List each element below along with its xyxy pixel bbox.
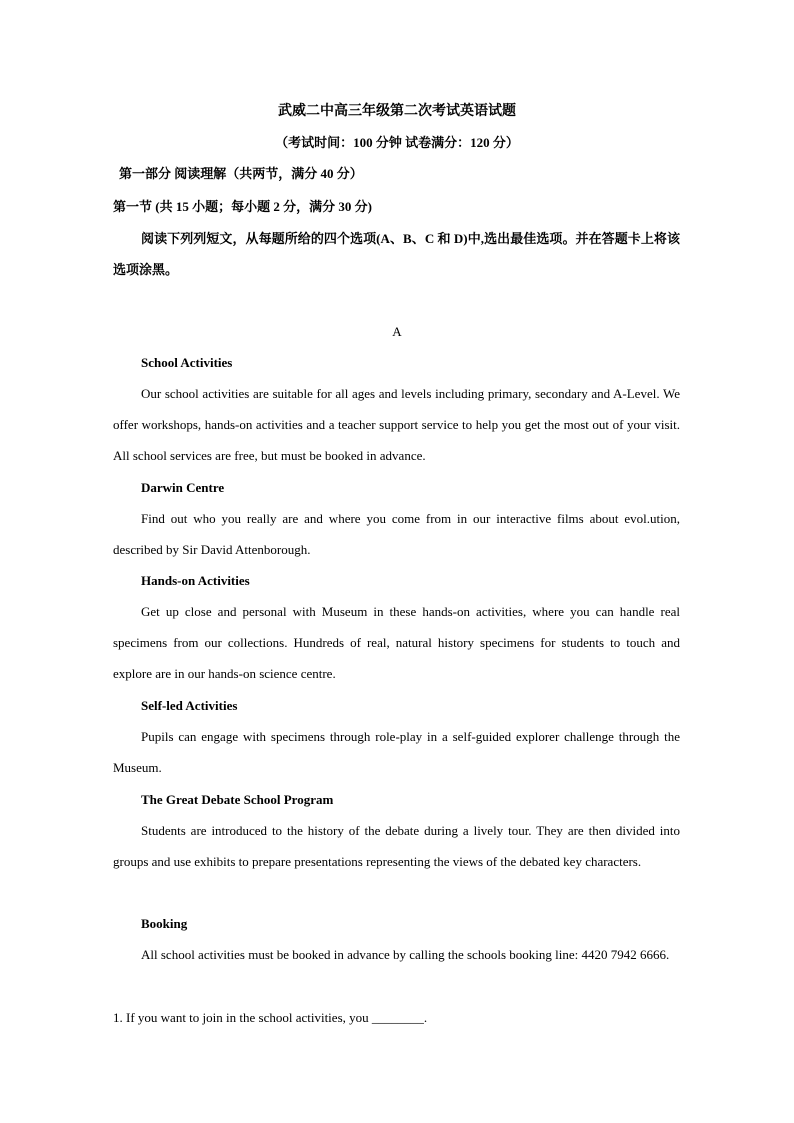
passage-letter: A [392, 324, 402, 339]
section-body: Find out who you really are and where you come from in our interactive films about evol.ution, described by Sir David Attenborough. [113, 511, 680, 558]
exam-title: 武威二中高三年级第二次考试英语试题 [278, 104, 516, 119]
exam-info: （考试时间：100 分钟 试卷满分：120 分） [275, 135, 519, 150]
section-body: Get up close and personal with Museum in these hands-on activities, where you can handle real specimens from our collections. Hundreds of real, natural history specimens for students to touch and explore are in our hands-on science centre. [113, 604, 680, 682]
section-heading: Darwin Centre [141, 480, 225, 495]
part-one-heading: 第一部分 阅读理解（共两节，满分 40 分） [119, 166, 363, 181]
question-item: 1. If you want to join in the school activities, you ________. [113, 1010, 428, 1025]
section-body: Pupils can engage with specimens through role-play in a self-guided explorer challenge through the Museum. [113, 729, 680, 776]
section-heading: Hands-on Activities [141, 573, 250, 588]
section-heading: Self-led Activities [141, 698, 238, 713]
instruction-text: 阅读下列列短文，从每题所给的四个选项(A、B、C 和 D)中,选出最佳选项。并在答题卡上将该选项涂黑。 [113, 231, 680, 278]
section-body: Our school activities are suitable for all ages and levels including primary, secondary and A-Level. We offer workshops, hands-on activities and a teacher support service to help you get the most out of your visit. All school services are free, but must be booked in advance. [113, 386, 680, 464]
section-heading: The Great Debate School Program [141, 792, 334, 807]
section-heading: School Activities [141, 355, 233, 370]
section-body: Students are introduced to the history of the debate during a lively tour. They are then divided into groups and use exhibits to prepare presentations representing the views of the debated key characters. [113, 823, 680, 870]
section-one-heading: 第一节 (共 15 小题；每小题 2 分，满分 30 分) [113, 199, 372, 214]
section-body: All school activities must be booked in advance by calling the schools booking line: 4420 7942 6666. [141, 947, 670, 962]
section-heading: Booking [141, 916, 188, 931]
